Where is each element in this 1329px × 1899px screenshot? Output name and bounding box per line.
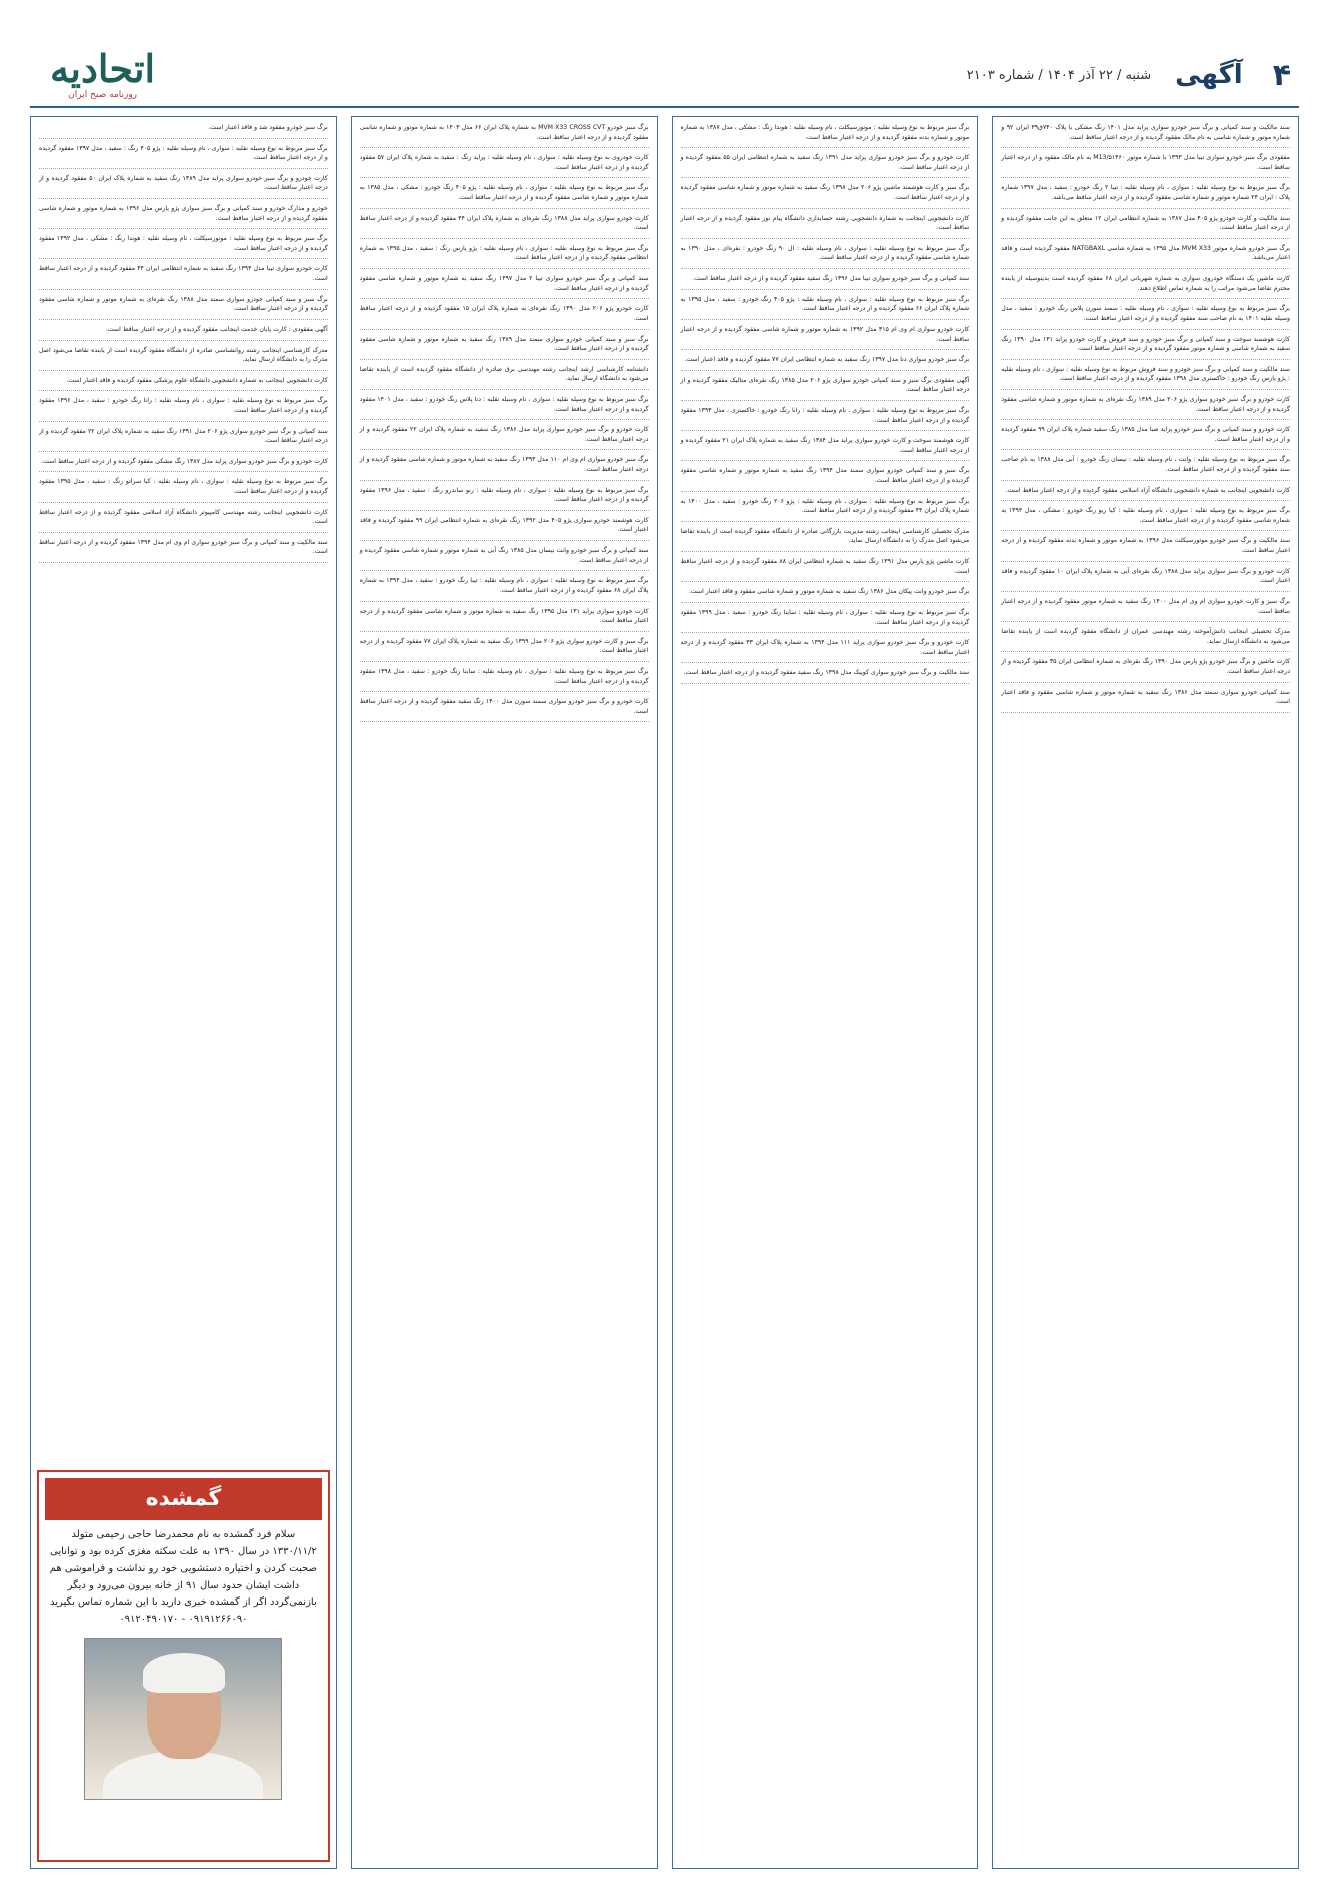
classified-ad: برگ سبز مربوط به نوع وسیله نقلیه : سواری ، نام وسیله نقلیه : رنو ساندرو رنگ : سفید ، مدل ۱۳۹۶ مفقود گردیده و از درجه اعتبار ساقط است.	[360, 486, 649, 511]
classified-ad: برگ سبز و سند کمپانی خودرو سواری سمند مدل ۱۳۸۹ رنگ سفید به شماره موتور و شماره شاسی مفقود گردیده و از درجه اعتبار ساقط است.	[360, 335, 649, 360]
issue-date: شنبه / ۲۲ آذر ۱۴۰۴ / شماره ۲۱۰۳	[966, 67, 1152, 83]
classified-ad: برگ سبز مربوط به نوع وسیله نقلیه : سواری ، نام وسیله نقلیه : پژو ۴۰۵ رنگ : سفید ، مدل ۱۳۹۷ مفقود گردیده و از درجه اعتبار ساقط است.	[39, 144, 328, 169]
classified-ad: برگ سبز مربوط به نوع وسیله نقلیه : سواری ، نام وسیله نقلیه : پژو ۴۰۵ رنگ خودرو : مشکی ، مدل ۱۳۸۵ به شماره موتور و شماره شاسی مفقود گردیده و از درجه اعتبار ساقط است.	[360, 183, 649, 208]
classified-ad: کارت ماشین پژو پارس مدل ۱۳۹۱ رنگ سفید به شماره انتظامی ایران ۸۸ مفقود گردیده و از درجه اعتبار ساقط است.	[681, 557, 970, 582]
classified-ad: کارت خودرو پژو ۲۰۶ مدل ۱۳۹۰ رنگ نقره‌ای به شماره پلاک ایران ۱۵ مفقود گردیده و از درجه اعتبار ساقط است.	[360, 304, 649, 329]
classified-ad: کارت دانشجویی اینجانب رشته مهندسی کامپیوتر دانشگاه آزاد اسلامی مفقود گردیده و از درجه اعتبار ساقط است.	[39, 508, 328, 533]
classified-ad: برگ سبز و سند کمپانی خودرو سواری سمند مدل ۱۳۹۴ رنگ سفید به شماره موتور و شماره شاسی مفقود گردیده و از درجه اعتبار ساقط است.	[681, 466, 970, 491]
classified-ad: سند کمپانی و برگ سبز خودرو سواری تیبا مدل ۱۳۹۶ رنگ سفید مفقود گردیده و از درجه اعتبار ساقط است.	[681, 274, 970, 290]
lost-person-box	[37, 1470, 330, 1862]
ads-column-3	[351, 116, 658, 1869]
classified-ad: مدرک تحصیلی اینجانب دانش‌آموخته رشته مهندسی عمران از دانشگاه مفقود گردیده است از یابنده تقاضا می‌شود به دانشگاه ارسال نماید.	[1001, 627, 1290, 652]
classified-ad: سند مالکیت و برگ سبز خودرو سواری کوییک مدل ۱۳۹۸ رنگ سفید مفقود گردیده و از درجه اعتبار ساقط است.	[681, 668, 970, 684]
page-number: ۴	[1272, 57, 1291, 93]
classified-ad: برگ سبز مربوط به نوع وسیله نقلیه : سواری ، نام وسیله نقلیه : پژو ۴۰۵ رنگ خودرو : سفید ، مدل ۱۳۹۵ به شماره پلاک ایران ۶۶ مفقود گردیده و از درجه اعتبار ساقط است.	[681, 295, 970, 320]
classified-ad: سند مالکیت و سند کمپانی و برگ سبز خودرو سواری پراید مدل ۱۴۰۱ رنگ مشکی با پلاک ۷۴۰ق۳۹ ایران ۹۲ و شماره موتور و شماره شاسی به نام مالک مفقود گردیده و از درجه اعتبار ساقط است.	[1001, 123, 1290, 148]
classified-ad: برگ سبز مربوط به نوع وسیله نقلیه : سواری ، نام وسیله نقلیه : ال ۹۰ رنگ خودرو : نقره‌ای ، مدل ۱۳۹۰ به شماره شاسی مفقود گردیده و از درجه اعتبار ساقط است.	[681, 244, 970, 269]
logo-text: اتحادیه	[50, 46, 156, 91]
ads-column-1	[992, 116, 1299, 1869]
classified-ad: کارت ماشین و برگ سبز خودرو پژو پارس مدل ۱۳۹۰ رنگ نقره‌ای به شماره انتظامی ایران ۳۵ مفقود گردیده و از درجه اعتبار ساقط است.	[1001, 657, 1290, 682]
page-header	[30, 44, 1299, 108]
classified-ad: کارت دانشجویی اینجانب به شماره دانشجویی دانشگاه آزاد اسلامی مفقود گردیده و از درجه اعتبار ساقط است.	[1001, 486, 1290, 502]
logo-subtitle: روزنامه صبح ایران	[68, 90, 138, 100]
classified-ad: کارت خودرو و برگ سبز خودرو سواری پراید مدل ۱۳۸۶ رنگ سفید به شماره پلاک ایران ۲۲ مفقود گردیده و از درجه اعتبار ساقط است.	[360, 425, 649, 450]
lost-person-text: سلام فرد گمشده به نام محمدرضا حاجی رحیمی متولد ۱۳۳۰/۱۱/۲ در سال ۱۳۹۰ به علت سکته مغزی کرده بود و توانایی صحبت کردن و اختیاره دستشویی خود رو نداشت و فراموشی هم داشت ایشان حدود سال ۹۱ از خانه بیرون می‌رود و دیگر بازنمی‌گردد اگر از گمشده خبری دارید با این شماره تماس بگیرید ۰۹۱۹۱۲۶۶۰۹۰ - ۰۹۱۲۰۴۹۰۱۷۰	[49, 1529, 317, 1626]
classified-ad: سند مالکیت و کارت خودرو پژو ۴۰۵ مدل ۱۳۸۷ به شماره انتظامی ایران ۱۲ متعلق به این جانب مفقود گردیده و از درجه اعتبار ساقط است.	[1001, 214, 1290, 239]
classified-ad: برگ سبز خودرو مفقود شد و فاقد اعتبار است.	[39, 123, 328, 139]
classified-ad: برگ سبز مربوط به نوع وسیله نقلیه : موتورسیکلت ، نام وسیله نقلیه : هوندا رنگ : مشکی ، مدل ۱۳۸۷ به شماره موتور و شماره بدنه مفقود گردیده و از درجه اعتبار ساقط است.	[681, 123, 970, 148]
classified-ad: برگ سبز مربوط به نوع وسیله نقلیه : سواری ، نام وسیله نقلیه : تیبا رنگ خودرو : سفید ، مدل ۱۳۹۴ به شماره پلاک ایران ۶۸ مفقود گردیده و از درجه اعتبار ساقط است.	[360, 576, 649, 601]
classified-ad: مدرک کارشناسی اینجانب رشته روانشناسی صادره از دانشگاه مفقود گردیده است از یابنده تقاضا می‌شود اصل مدرک را به دانشگاه ارسال نماید.	[39, 346, 328, 371]
classified-ad: برگ سبز خودرو سواری ام وی ام ۱۱۰ مدل ۱۳۹۳ رنگ سفید به شماره موتور و شماره شاسی مفقود گردیده و از درجه اعتبار ساقط است.	[360, 455, 649, 480]
classified-ad: برگ سبز مربوط به نوع وسیله نقلیه : سواری ، نام وسیله نقلیه : تیبا ۲ رنگ خودرو : سفید ، مدل ۱۳۹۷ شماره پلاک : ایران ۲۴ شماره موتور و شماره شاسی مفقود گردیده و از درجه اعتبار ساقط می‌باشد.	[1001, 183, 1290, 208]
classified-ad: کارت خودرو و برگ سبز خودرو سواری پراید مدل ۱۳۸۷ رنگ مشکی مفقود گردیده و از درجه اعتبار ساقط است.	[39, 457, 328, 473]
classified-ad: برگ سبز مربوط به نوع وسیله نقلیه : سواری ، نام وسیله نقلیه : کیا سراتو رنگ : سفید ، مدل ۱۳۹۵ مفقود گردیده و از درجه اعتبار ساقط است.	[39, 477, 328, 502]
lost-person-photo	[84, 1638, 282, 1800]
classified-ad: برگ سبز خودرو سواری دنا مدل ۱۳۹۷ رنگ سفید به شماره انتظامی ایران ۷۷ مفقود گردیده و فاقد اعتبار است.	[681, 355, 970, 371]
classified-ad: کارت خودرو و برگ سبز خودرو سواری پراید ۱۱۱ مدل ۱۳۹۴ به شماره پلاک ایران ۳۳ مفقود گردیده و از درجه اعتبار ساقط است.	[681, 638, 970, 663]
ads-columns	[30, 116, 1299, 1869]
ads-column-4	[30, 116, 337, 1869]
classified-ad: خودرو و مدارک خودرو و سند کمپانی و برگ سبز سواری پژو پارس مدل ۱۳۹۶ به شماره موتور و شماره شاسی مفقود گردیده و از درجه اعتبار ساقط است.	[39, 204, 328, 229]
classified-ad: کارت خودرو سواری پراید ۱۳۱ مدل ۱۳۹۵ رنگ سفید به شماره موتور و شماره شاسی مفقود گردیده و از درجه اعتبار ساقط است.	[360, 607, 649, 632]
classified-ad: آگهی مفقودی برگ سبز و سند کمپانی خودرو سواری پژو ۲۰۶ مدل ۱۳۸۵ رنگ نقره‌ای متالیک مفقود گردیده و از درجه اعتبار ساقط است.	[681, 376, 970, 401]
classified-ad: کارت خودرو سواری پراید مدل ۱۳۸۸ رنگ نقره‌ای به شماره پلاک ایران ۴۴ مفقود گردیده و از درجه اعتبار ساقط است.	[360, 214, 649, 239]
lost-person-title: گمشده	[45, 1478, 322, 1520]
classified-ad: برگ سبز مربوط به نوع وسیله نقلیه : سواری ، نام وسیله نقلیه : پژو پارس رنگ : سفید ، مدل ۱۳۹۵ به شماره انتظامی مفقود گردیده و از درجه اعتبار ساقط است.	[360, 244, 649, 269]
section-title: آگهی	[1175, 60, 1243, 90]
classified-ad: سند مالکیت و برگ سبز خودرو موتورسیکلت مدل ۱۳۹۶ به شماره موتور و شماره بدنه مفقود گردیده و از درجه اعتبار ساقط است.	[1001, 536, 1290, 561]
classified-ad: برگ سبز خودرو MVM X33 CROSS CVT به شماره پلاک ایران ۶۶ مدل ۱۴۰۳ به شماره موتور و شماره شاسی مفقود گردیده و از درجه اعتبار ساقط است.	[360, 123, 649, 148]
classified-ad: آگهی مفقودی : کارت پایان خدمت اینجانب مفقود گردیده و از درجه اعتبار ساقط است.	[39, 325, 328, 341]
classified-ad: کارت خودرو و برگ سبز خودرو سواری سمند سورن مدل ۱۴۰۰ رنگ سفید مفقود گردیده و از درجه اعتبار ساقط است.	[360, 697, 649, 722]
classified-ad: مدرک تحصیلی کارشناسی اینجانب رشته مدیریت بازرگانی صادره از دانشگاه مفقود گردیده است از یابنده تقاضا می‌شود اصل مدرک را به دانشگاه ارسال نماید.	[681, 527, 970, 552]
newspaper-logo	[50, 46, 156, 100]
classified-ad: سند مالکیت و سند کمپانی و برگ سبز خودرو سواری ام وی ام مدل ۱۳۹۴ مفقود گردیده و از درجه اعتبار ساقط است.	[39, 538, 328, 563]
classified-ad: برگ سبز خودرو وانت پیکان مدل ۱۳۸۶ رنگ سفید به شماره موتور و شماره شاسی مفقود و فاقد اعتبار است.	[681, 587, 970, 603]
classified-ad: کارت دانشجویی اینجانب به شماره دانشجویی دانشگاه علوم پزشکی مفقود گردیده و فاقد اعتبار است.	[39, 376, 328, 392]
classified-ad: برگ سبز مربوط به نوع وسیله نقلیه : سواری ، نام وسیله نقلیه : رانا رنگ خودرو : خاکستری ، مدل ۱۳۹۳ مفقود گردیده و از درجه اعتبار ساقط است.	[681, 406, 970, 431]
classified-ad: کارت خودرو و برگ سبز سواری پراید مدل ۱۳۸۸ رنگ نقره‌ای آبی به شماره پلاک ایران ۱۰ مفقود گردیده و فاقد اعتبار است.	[1001, 567, 1290, 592]
classified-ad: برگ سبز مربوط به نوع وسیله نقلیه : سواری ، نام وسیله نقلیه : دنا پلاس رنگ خودرو : سفید ، مدل ۱۴۰۱ مفقود گردیده و از درجه اعتبار ساقط است.	[360, 395, 649, 420]
classified-ad: برگ سبز و سند کمپانی خودرو سواری سمند مدل ۱۳۸۸ رنگ نقره‌ای به شماره موتور و شماره شاسی مفقود گردیده و از درجه اعتبار ساقط است.	[39, 295, 328, 320]
classified-ad: کارت هوشمند خودرو سواری پژو ۴۰۵ مدل ۱۳۹۲ رنگ نقره‌ای به شماره انتظامی ایران ۹۹ مفقود گردیده و فاقد اعتبار است.	[360, 516, 649, 541]
classified-ad: سند کمپانی و برگ سبز خودرو سواری تیبا ۲ مدل ۱۳۹۷ رنگ سفید به شماره موتور و شماره شاسی مفقود گردیده و از درجه اعتبار ساقط است.	[360, 274, 649, 299]
classified-ad: کارت خودرو سواری ام وی ام ۳۱۵ مدل ۱۳۹۲ به شماره موتور و شماره شاسی مفقود گردیده و از درجه اعتبار ساقط است.	[681, 325, 970, 350]
classified-ad: برگ سبز مربوط به نوع وسیله نقلیه : موتورسیکلت ، نام وسیله نقلیه : هوندا رنگ : مشکی ، مدل ۱۳۹۲ مفقود گردیده و از درجه اعتبار ساقط است.	[39, 234, 328, 259]
classified-ad: برگ سبز خودرو شماره موتور MVM X33 مدل ۱۳۹۵ به شماره شاسی NATGBAXL مفقود گردیده است و فاقد اعتبار می‌باشد.	[1001, 244, 1290, 269]
classified-ad: برگ سبز مربوط به نوع وسیله نقلیه : سواری ، نام وسیله نقلیه : کیا ریو رنگ خودرو : مشکی ، مدل ۱۳۹۴ به شماره شاسی مفقود گردیده و از درجه اعتبار ساقط است.	[1001, 506, 1290, 531]
classified-ad: کارت خودرو و برگ سبز خودرو سواری پراید مدل ۱۳۸۹ رنگ سفید به شماره پلاک ایران ۵۰ مفقود گردیده و از درجه اعتبار ساقط است.	[39, 174, 328, 199]
classified-ad: برگ سبز و کارت هوشمند ماشین پژو ۲۰۶ مدل ۱۳۹۸ رنگ سفید به شماره موتور و شماره شاسی مفقود گردیده و از درجه اعتبار ساقط است.	[681, 183, 970, 208]
classified-ad: سند کمپانی و برگ سبز خودرو سواری پژو ۲۰۶ مدل ۱۳۹۱ رنگ سفید به شماره پلاک ایران ۲۲ مفقود گردیده و از درجه اعتبار ساقط است.	[39, 427, 328, 452]
classified-ad: برگ سبز مربوط به نوع وسیله نقلیه : وانت ، نام وسیله نقلیه : نیسان رنگ خودرو : آبی مدل ۱۳۸۸ به نام صاحب سند مفقود گردیده و از درجه اعتبار ساقط است.	[1001, 455, 1290, 480]
classified-ad: کارت خودرو و سند کمپانی و برگ سبز خودرو پراید صبا مدل ۱۳۸۵ رنگ سفید شماره پلاک ایران ۹۹ مفقود گردیده و از درجه اعتبار ساقط است.	[1001, 425, 1290, 450]
classified-ad: کارت هوشمند سوخت و سند کمپانی و برگ سبز خودرو و سند فروش و کارت خودرو پراید ۱۳۱ مدل ۱۳۹۰ رنگ سفید به شماره شاسی و شماره موتور مفقود گردیده و از درجه اعتبار ساقط است.	[1001, 335, 1290, 360]
classified-ad: کارت ماشین یک دستگاه خودروی سواری به شماره شهربانی ایران ۶۸ مفقود گردیده است بدینوسیله از یابنده محترم تقاضا می‌شود مراتب را به شماره تماس اطلاع دهند.	[1001, 274, 1290, 299]
classified-ad: دانشنامه کارشناسی ارشد اینجانب رشته مهندسی برق صادره از دانشگاه مفقود گردیده است از یابنده تقاضا می‌شود به دانشگاه ارسال نماید.	[360, 365, 649, 390]
classified-ad: سند کمپانی خودرو سواری سمند مدل ۱۳۸۶ رنگ سفید به شماره موتور و شماره شاسی مفقود و فاقد اعتبار است.	[1001, 688, 1290, 713]
classified-ad: کارت خودرو و برگ سبز خودرو سواری پژو ۲۰۶ مدل ۱۳۸۹ رنگ نقره‌ای به شماره موتور و شماره شاسی مفقود گردیده و از درجه اعتبار ساقط است.	[1001, 395, 1290, 420]
classified-ad: برگ سبز مربوط به نوع وسیله نقلیه : سواری ، نام وسیله نقلیه : ساینا رنگ خودرو : سفید ، مدل ۱۳۹۹ مفقود گردیده و از درجه اعتبار ساقط است.	[681, 608, 970, 633]
classified-ad: کارت خودرو و برگ سبز خودرو سواری پراید مدل ۱۳۹۱ رنگ سفید به شماره انتظامی ایران ۵۵ مفقود گردیده و از درجه اعتبار ساقط است.	[681, 153, 970, 178]
classified-ad: کارت دانشجویی اینجانب به شماره دانشجویی رشته حسابداری دانشگاه پیام نور مفقود گردیده و از درجه اعتبار ساقط است.	[681, 214, 970, 239]
classified-ad: سند کمپانی و برگ سبز خودرو وانت نیسان مدل ۱۳۸۵ رنگ آبی به شماره موتور و شماره شاسی مفقود گردیده و از درجه اعتبار ساقط است.	[360, 546, 649, 571]
classified-ad: برگ سبز مربوط به نوع وسیله نقلیه : سواری ، نام وسیله نقلیه : رانا رنگ خودرو : سفید ، مدل ۱۳۹۶ مفقود گردیده و از درجه اعتبار ساقط است.	[39, 396, 328, 421]
ads-column-2	[672, 116, 979, 1869]
classified-ad: کارت خودروی به نوع وسیله نقلیه : سواری ، نام وسیله نقلیه : پراید رنگ : سفید به شماره پلاک ایران ۵۷ مفقود گردیده و از درجه اعتبار ساقط است.	[360, 153, 649, 178]
classified-ad: برگ سبز مربوط به نوع وسیله نقلیه : سواری ، نام وسیله نقلیه : سمند سورن پلاس رنگ خودرو : سفید ، مدل وسیله نقلیه ۱۴۰۱ به نام صاحب سند مفقود گردیده و از درجه اعتبار ساقط است.	[1001, 304, 1290, 329]
photo-hair	[143, 1653, 225, 1693]
classified-ad: برگ سبز و کارت خودرو سواری ام وی ام مدل ۱۴۰۰ رنگ سفید به شماره موتور مفقود گردیده و از درجه اعتبار ساقط است.	[1001, 597, 1290, 622]
classified-ad: برگ سبز مربوط به نوع وسیله نقلیه : سواری ، نام وسیله نقلیه : پژو ۲۰۶ رنگ خودرو : سفید ، مدل ۱۴۰۰ به شماره پلاک ایران ۴۴ مفقود گردیده و از درجه اعتبار ساقط است.	[681, 497, 970, 522]
classified-ad: برگ سبز و کارت خودرو سواری پژو ۲۰۶ مدل ۱۳۹۹ رنگ سفید به شماره پلاک ایران ۷۷ مفقود گردیده و از درجه اعتبار ساقط است.	[360, 637, 649, 662]
classified-ad: سند مالکیت و سند کمپانی و برگ سبز خودرو و سند فروش مربوط به نوع وسیله نقلیه : سواری ، نام وسیله نقلیه : پژو پارس رنگ خودرو : خاکستری مدل ۱۳۹۸ مفقود گردیده و از درجه اعتبار ساقط است.	[1001, 365, 1290, 390]
classified-ad: برگ سبز مربوط به نوع وسیله نقلیه : سواری ، نام وسیله نقلیه : ساینا رنگ خودرو : سفید ، مدل ۱۳۹۸ مفقود گردیده و از درجه اعتبار ساقط است.	[360, 667, 649, 692]
classified-ad: کارت خودرو سواری تیبا مدل ۱۳۹۴ رنگ سفید به شماره انتظامی ایران ۴۴ مفقود گردیده و از درجه اعتبار ساقط است.	[39, 264, 328, 289]
classified-ad: کارت هوشمند سوخت و کارت خودرو سواری پراید مدل ۱۳۸۴ رنگ سفید به شماره پلاک ایران ۲۱ مفقود گردیده و از درجه اعتبار ساقط است.	[681, 436, 970, 461]
classified-ad: مفقودی برگ سبز خودرو سواری تیبا مدل ۱۳۹۳ با شماره موتور M13/۵۱۴۶۰ به نام مالک مفقود و از درجه اعتبار ساقط است.	[1001, 153, 1290, 178]
